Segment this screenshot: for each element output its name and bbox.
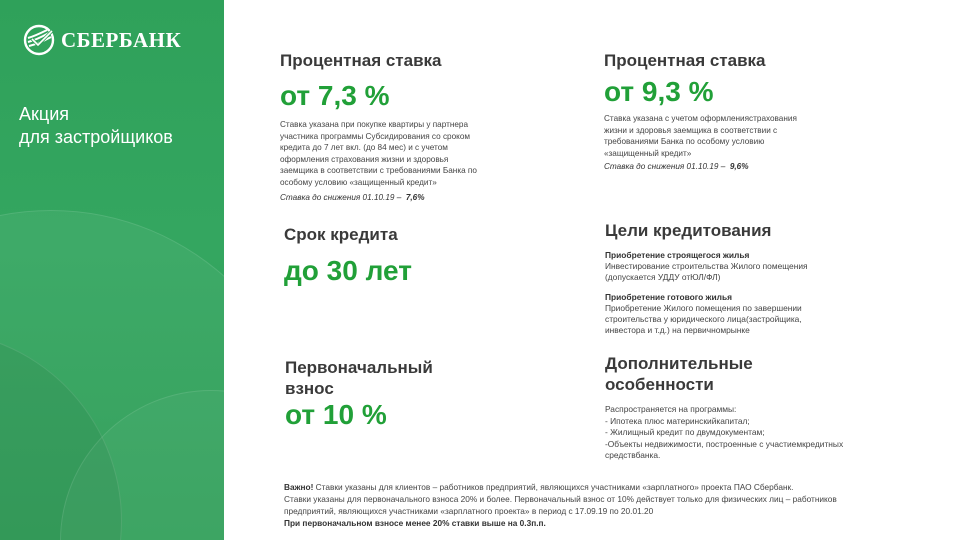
- goal-item-line: строительства у юридического лица(застройщика,: [605, 314, 802, 324]
- extra-features-block: [605, 353, 905, 462]
- brand-name: СБЕРБАНК: [61, 27, 182, 52]
- promo-title: [19, 103, 173, 149]
- rate-description: [604, 113, 904, 159]
- goals-title: Цели кредитования: [605, 221, 772, 240]
- goal-item-line: Приобретение Жилого помещения по завершении: [605, 303, 802, 313]
- list-item: -Объекты недвижимости, построенные с участиемкредитных: [605, 438, 844, 449]
- term-block: [284, 224, 524, 287]
- rate-before-reduction: [280, 193, 550, 202]
- rate-title: Процентная ставка: [280, 51, 442, 70]
- extra-features-list: [605, 404, 905, 462]
- description-line: Ставка указана при покупке квартиры у партнера: [280, 120, 469, 129]
- brand-logo: [23, 24, 181, 56]
- description-line: кредита до 7 лет вкл. (до 84 мес) и с учетом: [280, 143, 448, 152]
- rate-block-1: [280, 50, 550, 202]
- description-line: оформления страхования жизни и здоровья: [280, 154, 449, 164]
- list-item: Распространяется на программы:: [605, 404, 737, 414]
- goals-block: [605, 220, 905, 336]
- goal-item: [605, 292, 905, 336]
- important-label: Важно!: [284, 482, 314, 492]
- goal-item-line: (допускается УДДУ отЮЛ/ФЛ): [605, 272, 721, 282]
- description-line: особому условию «защищенный кредит»: [280, 177, 437, 187]
- sberbank-logo-icon: [23, 24, 55, 56]
- description-line: заемщика в соответствии с требованиями Банка по: [280, 166, 477, 175]
- rate-value: от 7,3 %: [280, 80, 390, 111]
- goal-item-title: Приобретение готового жилья: [605, 292, 732, 302]
- before-value: 7,6%: [405, 193, 425, 202]
- description-line: «защищенный кредит»: [604, 148, 692, 158]
- description-line: участника программы Субсидирования со сроком: [280, 131, 470, 141]
- rate-title: Процентная ставка: [604, 51, 766, 70]
- term-value: до 30 лет: [284, 255, 412, 286]
- down-payment-block: [285, 357, 525, 431]
- rate-value: от 9,3 %: [604, 76, 714, 107]
- rate-before-reduction: [604, 162, 904, 171]
- footer-line: При первоначальном взносе менее 20% ставки выше на 0.3п.п.: [284, 518, 546, 528]
- footer-line: предприятий, являющихся участниками «зарплатного проекта» в период с 17.09.19 по 20.01.20: [284, 506, 654, 516]
- goal-item-title: Приобретение строящегося жилья: [605, 250, 750, 260]
- promo-line: для застройщиков: [19, 127, 173, 147]
- footer-notes: [284, 481, 944, 529]
- down-payment-title-line: взнос: [285, 379, 334, 398]
- description-line: жизни и здоровья заемщика в соответствии с: [604, 125, 778, 135]
- description-line: Ставка указана с учетом оформлениястрахования: [604, 114, 797, 123]
- before-value: 9,6%: [729, 162, 749, 171]
- footer-line: Ставки указаны для первоначального взноса 20% и более. Первоначальный взнос от 10% действует только для физических лиц – работников: [284, 494, 837, 504]
- before-label: Ставка до снижения 01.10.19 –: [280, 193, 402, 202]
- list-item: средствбанка.: [605, 450, 661, 460]
- description-line: требованиями Банка по особому условию: [604, 137, 765, 146]
- before-label: Ставка до снижения 01.10.19 –: [604, 162, 726, 171]
- list-item: - Ипотека плюс материнскийкапитал;: [605, 415, 750, 426]
- goal-item-line: инвестора и т.д.) на первичномрынке: [605, 325, 750, 335]
- list-item: - Жилищный кредит по двумдокументам;: [605, 427, 765, 437]
- down-payment-value: от 10 %: [285, 399, 387, 430]
- down-payment-title-line: Первоначальный: [285, 358, 433, 377]
- sidebar: [0, 0, 224, 540]
- term-title: Срок кредита: [284, 225, 398, 244]
- promo-line: Акция: [19, 104, 69, 124]
- rate-block-2: [604, 50, 904, 171]
- footer-line: [284, 481, 944, 493]
- extra-title-line: Дополнительные: [605, 354, 753, 373]
- goal-item-line: Инвестирование строительства Жилого помещения: [605, 261, 808, 271]
- rate-description: [280, 119, 550, 188]
- footer-text: Ставки указаны для клиентов – работников предприятий, являющихся участниками «зарплатного» проекта ПАО Сбербанк.: [313, 482, 794, 492]
- goal-item: [605, 250, 905, 283]
- extra-title-line: особенности: [605, 375, 714, 394]
